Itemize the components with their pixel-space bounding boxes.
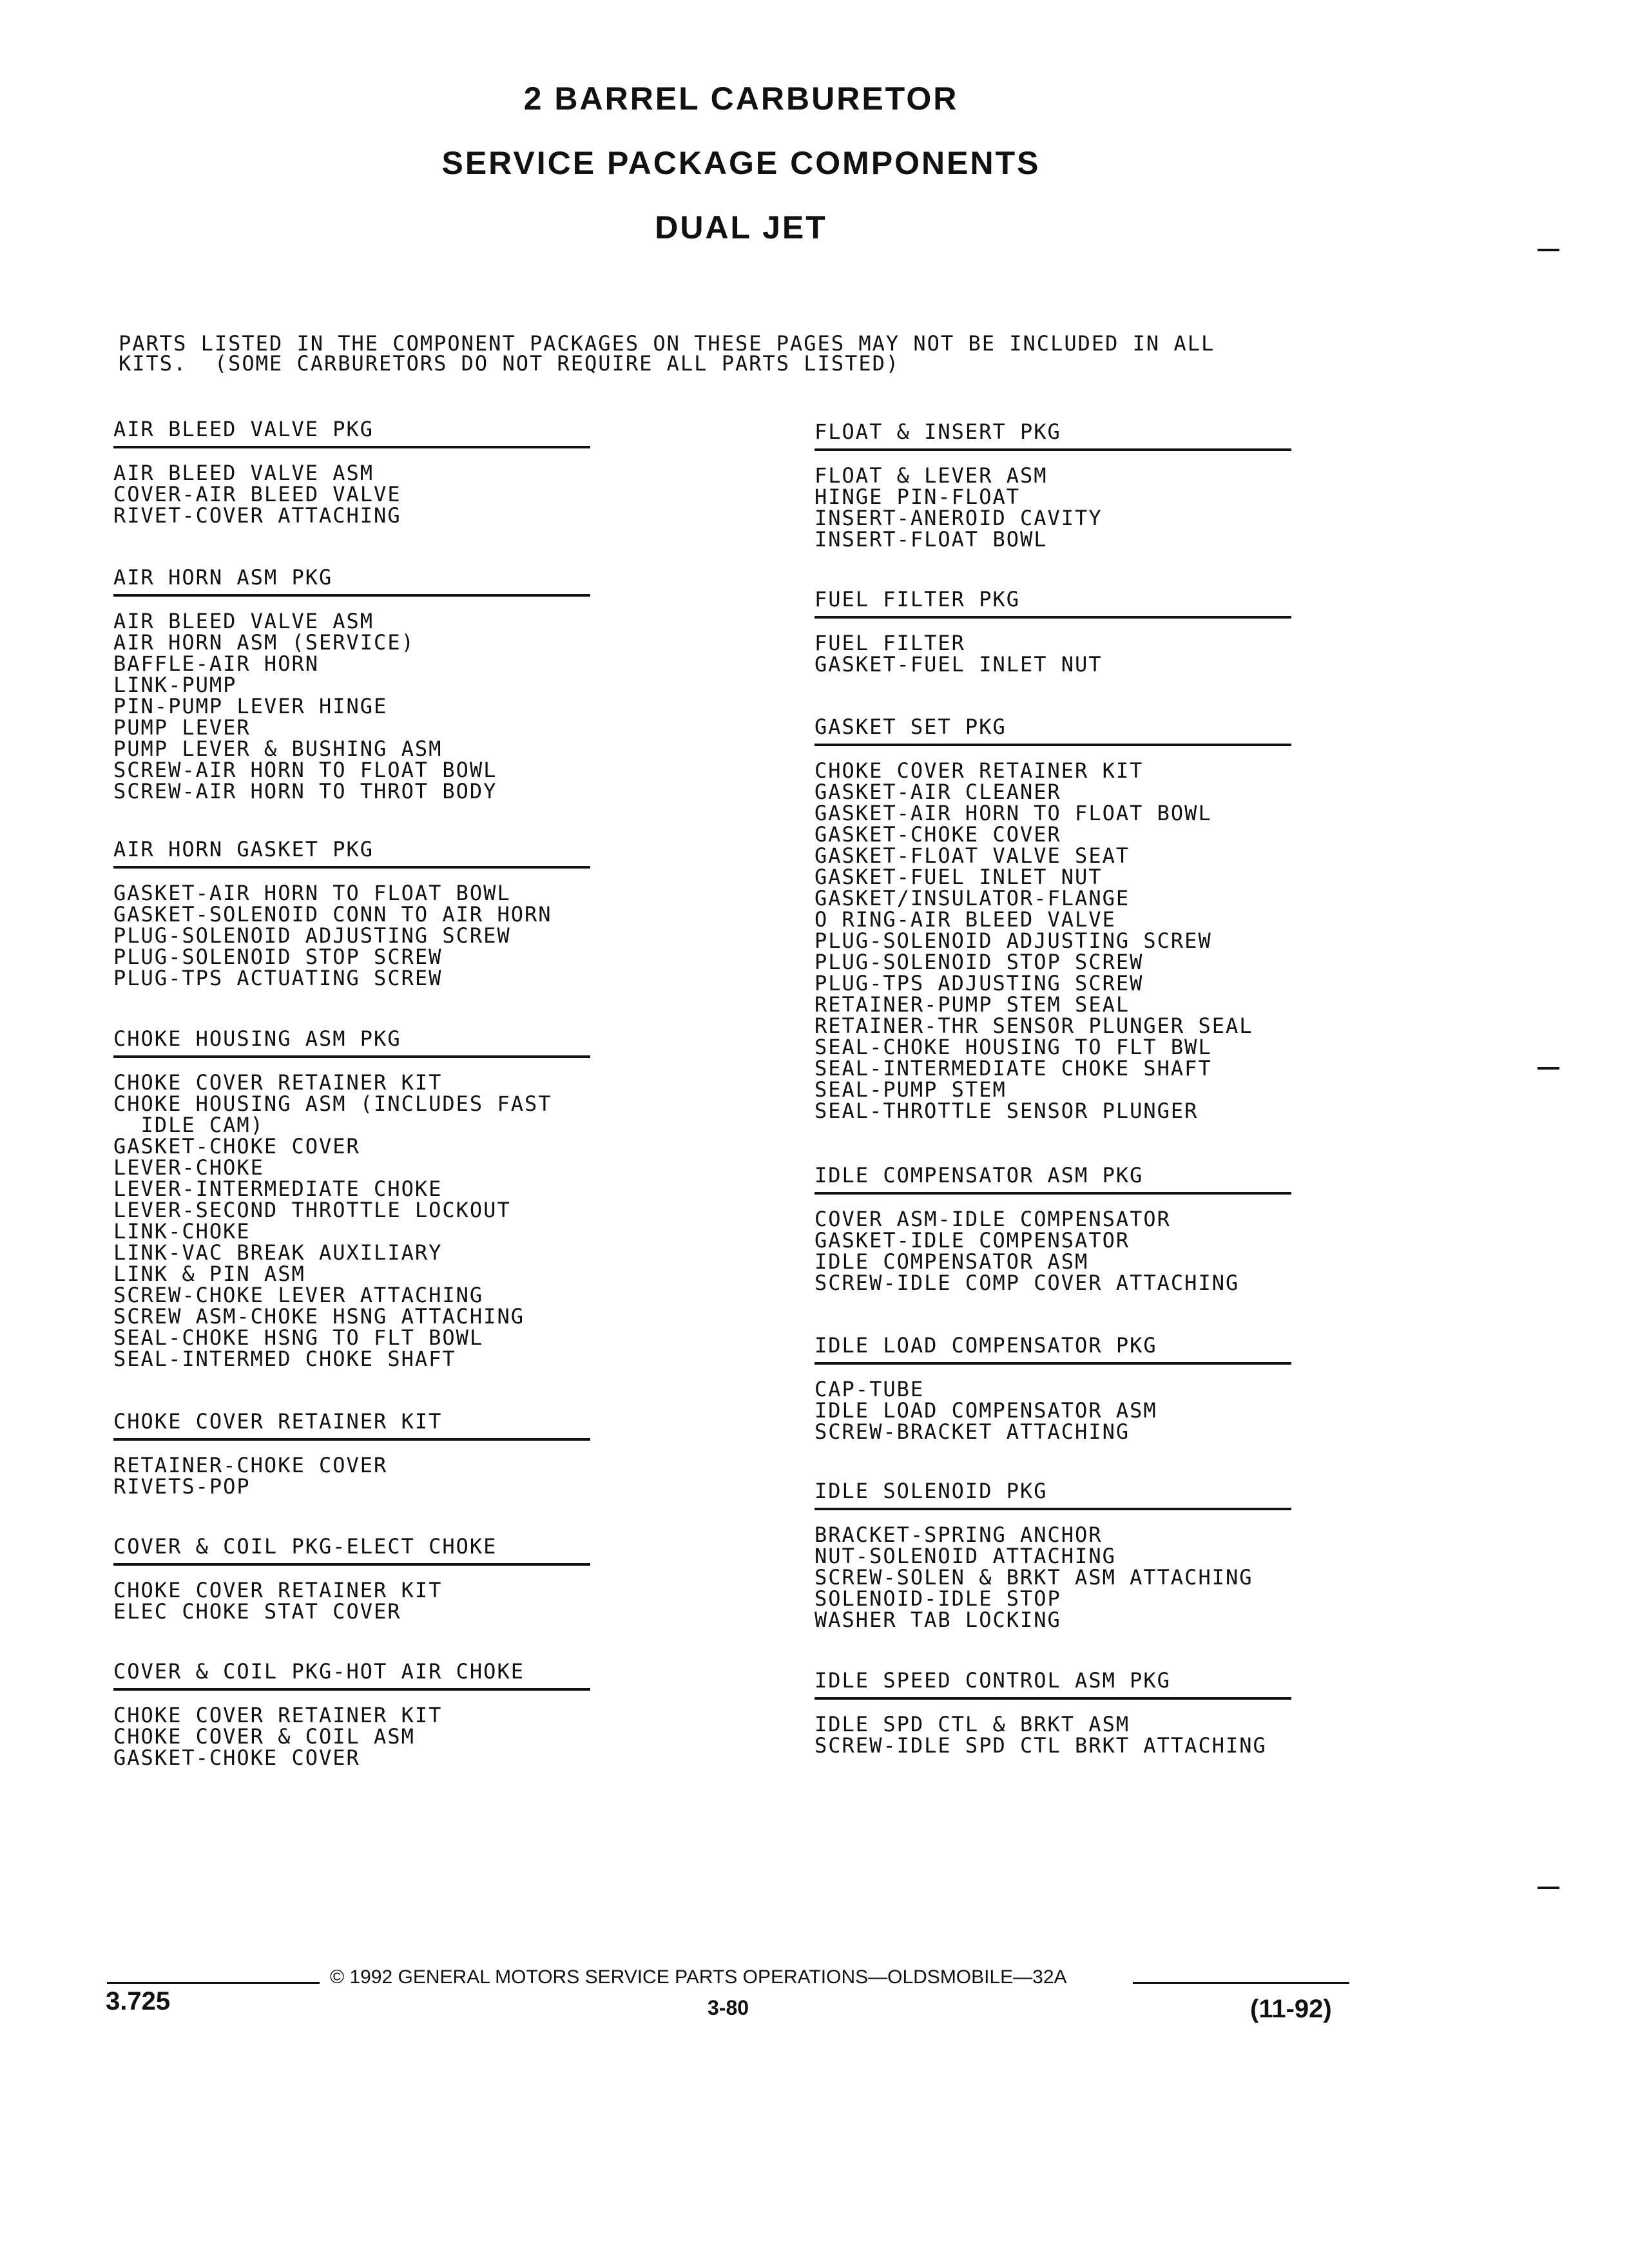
package-item: SCREW-BRACKET ATTACHING <box>815 1419 1130 1444</box>
package-item-list <box>113 1455 603 1497</box>
package-item: SEAL-THROTTLE SENSOR PLUNGER <box>815 1099 1199 1123</box>
package-item: FUEL FILTER <box>815 631 965 655</box>
package-item: CAP-TUBE <box>815 1377 925 1401</box>
package-item: GASKET-CHOKE COVER <box>113 1745 360 1770</box>
package-item: PLUG-SOLENOID STOP SCREW <box>113 945 443 969</box>
package-item: ELEC CHOKE STAT COVER <box>113 1599 401 1624</box>
package-item: LINK-CHOKE <box>113 1219 251 1244</box>
package-item: LEVER-INTERMEDIATE CHOKE <box>113 1177 443 1201</box>
package-item: SCREW-SOLEN & BRKT ASM ATTACHING <box>815 1565 1253 1590</box>
package-item: PLUG-TPS ADJUSTING SCREW <box>815 971 1144 995</box>
package-item: SEAL-INTERMED CHOKE SHAFT <box>113 1347 456 1371</box>
package-title: GASKET SET PKG <box>815 715 1291 746</box>
package-title: AIR BLEED VALVE PKG <box>113 418 590 448</box>
package-item: CHOKE COVER RETAINER KIT <box>113 1070 443 1095</box>
package-item: NUT-SOLENOID ATTACHING <box>815 1544 1116 1568</box>
package-item: GASKET-FUEL INLET NUT <box>815 652 1103 677</box>
package-item: O RING-AIR BLEED VALVE <box>815 907 1116 932</box>
package-title: FLOAT & INSERT PKG <box>815 420 1291 451</box>
package-title: COVER & COIL PKG-HOT AIR CHOKE <box>113 1660 590 1691</box>
revision-date: (11-92) <box>1250 1995 1332 2023</box>
package-item-list <box>815 1209 1317 1294</box>
package-item: GASKET-CHOKE COVER <box>113 1134 360 1158</box>
package-item: RETAINER-PUMP STEM SEAL <box>815 992 1130 1017</box>
package-item: GASKET-IDLE COMPENSATOR <box>815 1228 1130 1253</box>
package-item-list <box>113 463 603 526</box>
package-item: SEAL-CHOKE HSNG TO FLT BOWL <box>113 1325 484 1350</box>
package-title: CHOKE HOUSING ASM PKG <box>113 1027 590 1058</box>
page-number: 3-80 <box>708 1996 749 2019</box>
package-item-list <box>815 1714 1317 1756</box>
footer-copyright: © 1992 GENERAL MOTORS SERVICE PARTS OPERATIONS—OLDSMOBILE—32A <box>330 1966 1067 1988</box>
package-item-list <box>815 1524 1317 1631</box>
package-item-list <box>113 1072 603 1370</box>
package-item: PUMP LEVER <box>113 715 251 740</box>
package-item: AIR BLEED VALVE ASM <box>113 461 374 485</box>
package-item: CHOKE COVER RETAINER KIT <box>113 1703 443 1727</box>
package-title: IDLE LOAD COMPENSATOR PKG <box>815 1334 1291 1365</box>
package-item: INSERT-FLOAT BOWL <box>815 527 1048 552</box>
package-block <box>113 1410 603 1497</box>
package-item: CHOKE COVER & COIL ASM <box>113 1724 415 1749</box>
package-item: IDLE SPD CTL & BRKT ASM <box>815 1712 1130 1736</box>
package-item: SCREW-AIR HORN TO FLOAT BOWL <box>113 758 497 782</box>
margin-mark <box>1537 1887 1559 1889</box>
package-title: CHOKE COVER RETAINER KIT <box>113 1410 590 1441</box>
margin-mark <box>1537 249 1559 251</box>
package-item: SCREW-CHOKE LEVER ATTACHING <box>113 1283 484 1307</box>
package-item: GASKET-CHOKE COVER <box>815 822 1061 847</box>
package-item-list <box>815 760 1317 1122</box>
package-block <box>113 418 603 526</box>
package-item: GASKET-FLOAT VALVE SEAT <box>815 843 1130 868</box>
package-item: SCREW-IDLE SPD CTL BRKT ATTACHING <box>815 1733 1267 1758</box>
package-item-list <box>815 465 1317 550</box>
package-item: AIR BLEED VALVE ASM <box>113 609 374 633</box>
package-item: CHOKE HOUSING ASM (INCLUDES FAST <box>113 1091 552 1116</box>
package-block <box>815 1669 1317 1756</box>
package-item: SCREW-IDLE COMP COVER ATTACHING <box>815 1271 1240 1295</box>
package-item: PLUG-SOLENOID ADJUSTING SCREW <box>815 928 1212 953</box>
package-title: IDLE COMPENSATOR ASM PKG <box>815 1164 1291 1195</box>
package-block <box>113 1660 603 1769</box>
package-block <box>113 838 603 989</box>
package-title: IDLE SOLENOID PKG <box>815 1479 1291 1510</box>
margin-mark <box>1537 1067 1559 1070</box>
package-title: AIR HORN GASKET PKG <box>113 838 590 869</box>
package-block <box>815 420 1317 550</box>
package-item-list <box>113 1580 603 1622</box>
package-item-list <box>815 633 1317 675</box>
package-block <box>113 566 603 802</box>
package-item: SCREW-AIR HORN TO THROT BODY <box>113 779 497 803</box>
package-item: LEVER-CHOKE <box>113 1155 264 1180</box>
package-block <box>815 1334 1317 1443</box>
package-item: PLUG-SOLENOID ADJUSTING SCREW <box>113 923 511 948</box>
package-block <box>815 588 1317 675</box>
package-item: RIVET-COVER ATTACHING <box>113 503 401 528</box>
package-item: PUMP LEVER & BUSHING ASM <box>113 736 443 761</box>
package-item-list <box>113 883 603 989</box>
package-item: IDLE CAM) <box>113 1113 264 1137</box>
package-item: AIR HORN ASM (SERVICE) <box>113 630 415 655</box>
package-item: HINGE PIN-FLOAT <box>815 485 1020 509</box>
page-variant-title: DUAL JET <box>655 209 827 245</box>
package-item-list <box>113 1705 603 1769</box>
package-block <box>815 715 1317 1122</box>
package-item: LINK & PIN ASM <box>113 1262 305 1286</box>
intro-line: PARTS LISTED IN THE COMPONENT PACKAGES ON THESE PAGES MAY NOT BE INCLUDED IN ALL <box>119 331 1215 356</box>
package-title: COVER & COIL PKG-ELECT CHOKE <box>113 1535 590 1566</box>
package-item: SEAL-CHOKE HOUSING TO FLT BWL <box>815 1035 1212 1059</box>
package-item: GASKET-AIR HORN TO FLOAT BOWL <box>815 801 1212 825</box>
page-title: 2 BARREL CARBURETOR <box>523 81 959 117</box>
package-item: IDLE LOAD COMPENSATOR ASM <box>815 1398 1157 1423</box>
package-item: INSERT-ANEROID CAVITY <box>815 506 1103 530</box>
package-block <box>815 1164 1317 1294</box>
package-item: BAFFLE-AIR HORN <box>113 651 319 676</box>
package-item: WASHER TAB LOCKING <box>815 1608 1061 1632</box>
package-item: GASKET/INSULATOR-FLANGE <box>815 886 1130 910</box>
package-item: GASKET-AIR CLEANER <box>815 780 1061 804</box>
package-title: IDLE SPEED CONTROL ASM PKG <box>815 1669 1291 1700</box>
package-item: GASKET-FUEL INLET NUT <box>815 865 1103 889</box>
package-item: GASKET-SOLENOID CONN TO AIR HORN <box>113 902 552 927</box>
package-block <box>113 1027 603 1370</box>
intro-paragraph <box>119 331 1407 376</box>
package-block <box>815 1479 1317 1631</box>
package-item: PLUG-SOLENOID STOP SCREW <box>815 950 1144 974</box>
package-item: RETAINER-THR SENSOR PLUNGER SEAL <box>815 1014 1253 1038</box>
package-item: RIVETS-POP <box>113 1474 251 1499</box>
package-item: BRACKET-SPRING ANCHOR <box>815 1523 1103 1547</box>
package-item: RETAINER-CHOKE COVER <box>113 1453 388 1477</box>
package-item: LEVER-SECOND THROTTLE LOCKOUT <box>113 1198 511 1222</box>
package-block <box>113 1535 603 1622</box>
package-item-list <box>815 1379 1317 1443</box>
catalog-section-code: 3.725 <box>106 1987 171 2015</box>
package-item: SOLENOID-IDLE STOP <box>815 1586 1061 1611</box>
package-item: LINK-PUMP <box>113 673 237 697</box>
package-item: COVER ASM-IDLE COMPENSATOR <box>815 1207 1171 1231</box>
package-item: IDLE COMPENSATOR ASM <box>815 1249 1089 1274</box>
package-title: FUEL FILTER PKG <box>815 588 1291 619</box>
package-title: AIR HORN ASM PKG <box>113 566 590 597</box>
package-item: PLUG-TPS ACTUATING SCREW <box>113 966 443 990</box>
package-item: SCREW ASM-CHOKE HSNG ATTACHING <box>113 1304 525 1329</box>
footer-rule <box>1133 1982 1349 1984</box>
package-item: CHOKE COVER RETAINER KIT <box>815 758 1144 783</box>
package-item: SEAL-PUMP STEM <box>815 1077 1007 1102</box>
intro-line: KITS. (SOME CARBURETORS DO NOT REQUIRE ALL PARTS LISTED) <box>119 351 900 376</box>
footer-rule <box>107 1982 320 1984</box>
package-item: GASKET-AIR HORN TO FLOAT BOWL <box>113 881 511 905</box>
package-item: LINK-VAC BREAK AUXILIARY <box>113 1240 443 1265</box>
package-item: COVER-AIR BLEED VALVE <box>113 482 401 506</box>
package-item-list <box>113 611 603 802</box>
package-item: SEAL-INTERMEDIATE CHOKE SHAFT <box>815 1056 1212 1081</box>
package-item: FLOAT & LEVER ASM <box>815 463 1048 488</box>
package-item: PIN-PUMP LEVER HINGE <box>113 694 388 718</box>
package-item: CHOKE COVER RETAINER KIT <box>113 1578 443 1602</box>
page-subtitle: SERVICE PACKAGE COMPONENTS <box>441 145 1041 181</box>
